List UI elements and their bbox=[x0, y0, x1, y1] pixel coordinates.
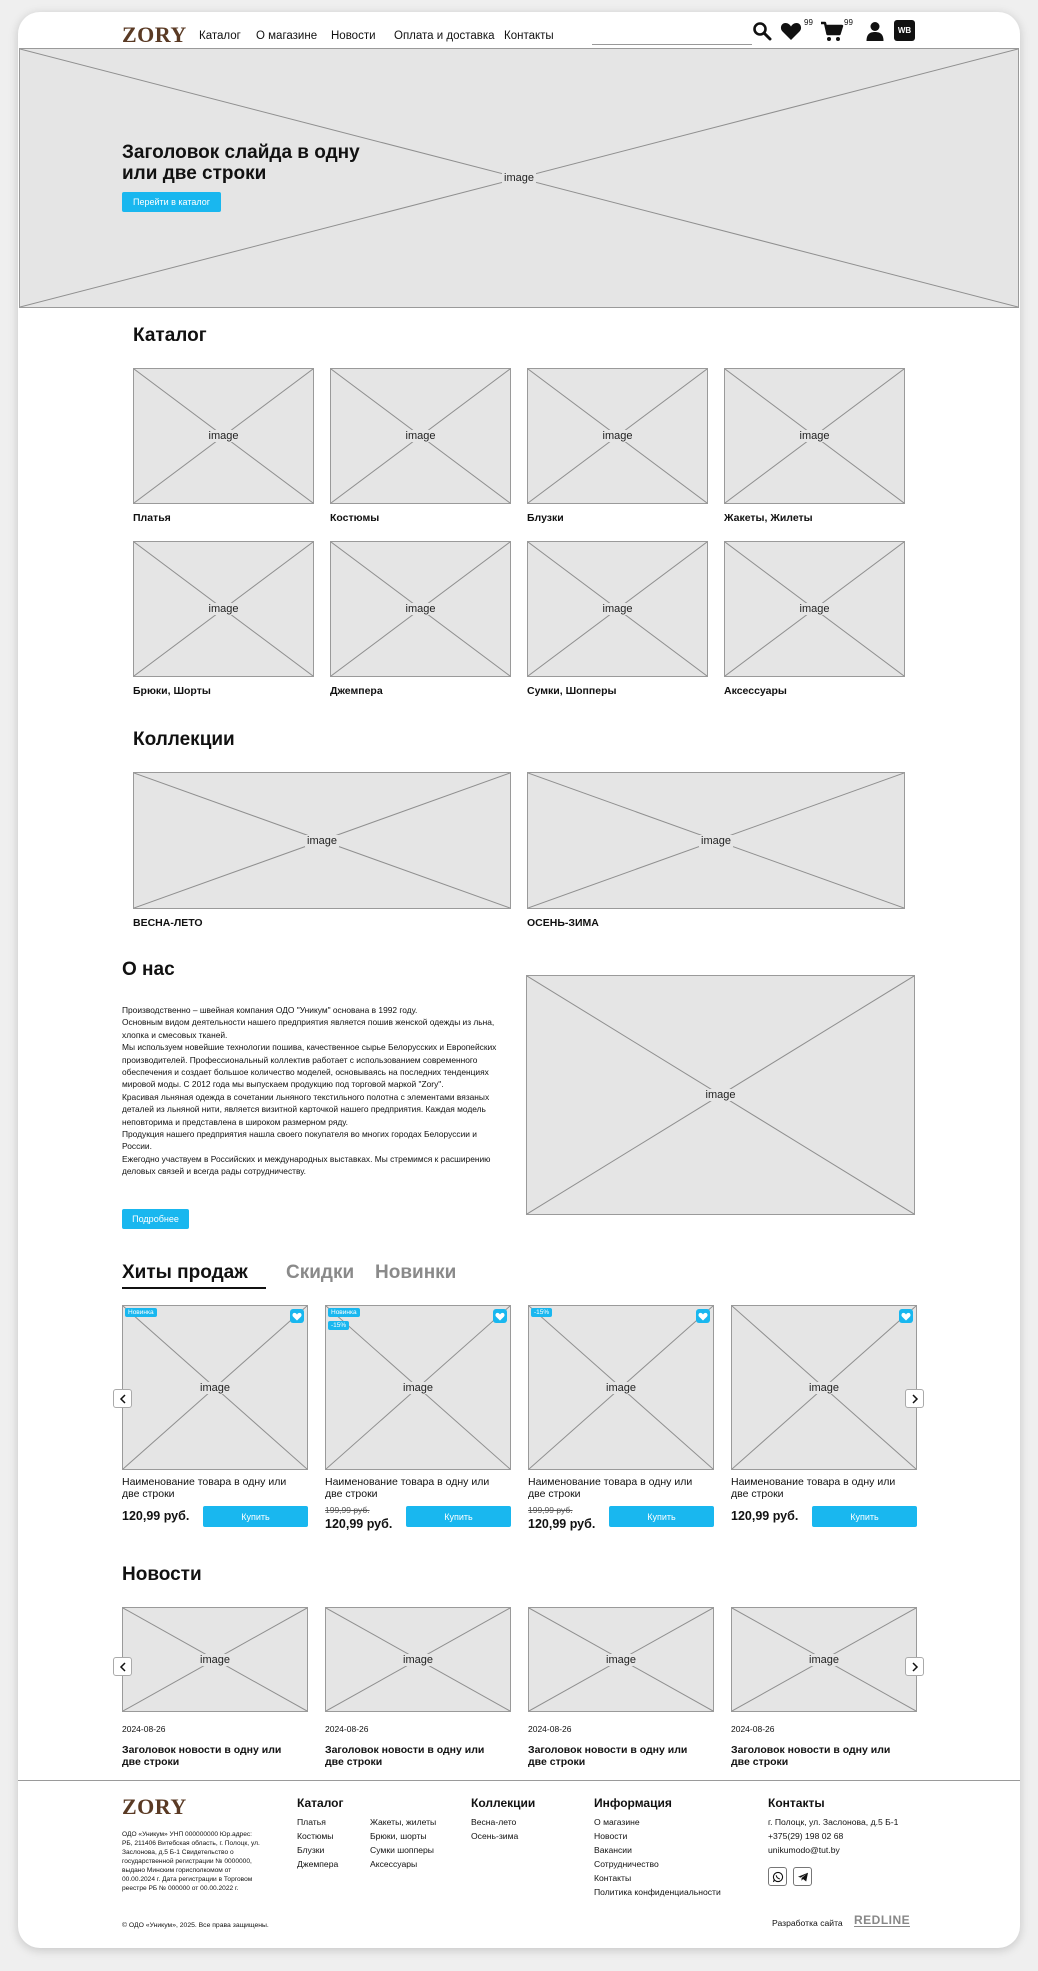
products-prev-button[interactable] bbox=[113, 1389, 132, 1408]
news-image bbox=[122, 1607, 308, 1712]
collection-label[interactable]: ОСЕНЬ-ЗИМА bbox=[527, 917, 599, 929]
catalog-category-label[interactable]: Джемпера bbox=[330, 685, 383, 697]
footer-legal-info: ОДО «Уникум» УНП 000000000 Юр.адрес: РБ, 211406 Витебская область, г. Полоцк, ул. Заслонова, д.5 Б-1 Свидетельство о государственной регистрации № 0000000, выдано Минским горисполкомом от 00.00.2024 г. Дата регистрации в Торговом реестре РБ № 000000 от 00.00.2022 г. bbox=[122, 1831, 260, 1892]
footer-catalog-link[interactable]: Платья bbox=[297, 1817, 326, 1827]
catalog-category-label[interactable]: Костюмы bbox=[330, 512, 380, 524]
collection-image bbox=[527, 772, 905, 909]
product-favorite-button[interactable] bbox=[290, 1309, 304, 1323]
footer-info-title: Информация bbox=[594, 1796, 672, 1810]
product-name[interactable]: Наименование товара в одну или две строки bbox=[731, 1476, 896, 1500]
product-image bbox=[122, 1305, 308, 1470]
image-label: image bbox=[208, 603, 239, 615]
wildberries-button[interactable]: WB bbox=[894, 20, 915, 41]
buy-button[interactable]: Купить bbox=[812, 1506, 917, 1527]
about-paragraph: Мы используем новейшие технологии пошива, качественное сырье Белорусских и Европейских производителей. Профессиональный коллектив работает с использованием современного обеспечения и создает большое количество моделей, основываясь на последних тенденциях мировой моды. С 2012 года мы выпускаем продукцию под торговой маркой "Zory". bbox=[122, 1042, 497, 1090]
footer-catalog-link[interactable]: Аксессуары bbox=[370, 1859, 418, 1869]
product-price: 120,99 руб. bbox=[731, 1509, 799, 1523]
hero-image-label: image bbox=[504, 172, 534, 184]
whatsapp-button[interactable] bbox=[768, 1867, 787, 1886]
nav-news[interactable]: Новости bbox=[331, 30, 376, 42]
product-price: 120,99 руб. bbox=[325, 1517, 393, 1531]
chevron-right-icon bbox=[911, 1662, 919, 1672]
product-tag: -15% bbox=[328, 1321, 349, 1330]
footer-contacts-title: Контакты bbox=[768, 1796, 825, 1810]
product-name[interactable]: Наименование товара в одну или две строки bbox=[122, 1476, 287, 1500]
image-label: image bbox=[602, 430, 633, 442]
image-label: image bbox=[602, 603, 633, 615]
catalog-category-label[interactable]: Сумки, Шопперы bbox=[527, 685, 617, 697]
footer-collection-link[interactable]: Весна-лето bbox=[471, 1817, 517, 1827]
hero-title: Заголовок слайда в одну или две строки bbox=[122, 142, 360, 184]
catalog-category-label[interactable]: Жакеты, Жилеты bbox=[724, 512, 813, 524]
nav-payment-delivery[interactable]: Оплата и доставка bbox=[394, 30, 495, 42]
image-label: image bbox=[799, 430, 830, 442]
search-input[interactable] bbox=[592, 44, 752, 45]
news-image bbox=[325, 1607, 511, 1712]
footer-info-link[interactable]: Контакты bbox=[594, 1873, 632, 1883]
nav-about[interactable]: О магазине bbox=[256, 30, 318, 42]
product-favorite-button[interactable] bbox=[899, 1309, 913, 1323]
about-paragraph: Основным видом деятельности нашего предприятия является пошив женской одежды из льна, хлопка и смесовых тканей. bbox=[122, 1017, 495, 1040]
product-tag: Новинка bbox=[125, 1308, 157, 1317]
cart-icon[interactable] bbox=[820, 21, 844, 42]
footer-divider bbox=[18, 1780, 1020, 1781]
footer-catalog-title: Каталог bbox=[297, 1796, 344, 1810]
chevron-right-icon bbox=[911, 1394, 919, 1404]
news-date: 2024-08-26 bbox=[731, 1724, 775, 1734]
chevron-left-icon bbox=[119, 1662, 127, 1672]
heart-icon[interactable] bbox=[780, 21, 802, 41]
news-item-title[interactable]: Заголовок новости в одну или две строки bbox=[731, 1744, 891, 1768]
catalog-title: Каталог bbox=[133, 325, 207, 346]
whatsapp-icon bbox=[772, 1871, 784, 1883]
search-icon[interactable] bbox=[752, 21, 772, 41]
footer-catalog-link[interactable]: Блузки bbox=[297, 1845, 325, 1855]
catalog-category-image bbox=[724, 541, 905, 677]
image-label: image bbox=[405, 603, 436, 615]
about-paragraph: Ежегодно участвуем в Российских и международных выставках. Мы стремимся к расширению деловых связей и всегда рады сотрудничеству. bbox=[122, 1153, 491, 1177]
image-label: image bbox=[307, 834, 337, 847]
buy-button[interactable]: Купить bbox=[406, 1506, 511, 1527]
footer-dev-label: Разработка сайта bbox=[772, 1918, 843, 1928]
telegram-icon bbox=[797, 1871, 809, 1883]
image-label: image bbox=[200, 1653, 230, 1666]
catalog-category-label[interactable]: Платья bbox=[133, 512, 171, 524]
image-label: image bbox=[200, 1381, 230, 1394]
footer-catalog-link[interactable]: Джемпера bbox=[297, 1859, 339, 1869]
footer-info-link[interactable]: О магазине bbox=[594, 1817, 640, 1827]
news-item-title[interactable]: Заголовок новости в одну или две строки bbox=[122, 1744, 282, 1768]
product-tag: -15% bbox=[531, 1308, 552, 1317]
catalog-category-image bbox=[724, 368, 905, 504]
news-prev-button[interactable] bbox=[113, 1657, 132, 1676]
image-label: image bbox=[701, 834, 731, 847]
footer-contact-item: unikumodo@tut.by bbox=[768, 1845, 840, 1855]
product-old-price: 199,99 руб. bbox=[325, 1505, 370, 1515]
product-tag: Новинка bbox=[328, 1308, 360, 1317]
product-image bbox=[528, 1305, 714, 1470]
footer-collections-title: Коллекции bbox=[471, 1796, 536, 1810]
product-favorite-button[interactable] bbox=[696, 1309, 710, 1323]
footer-catalog-link[interactable]: Жакеты, жилеты bbox=[370, 1817, 437, 1827]
image-label: image bbox=[799, 603, 830, 615]
footer-contact-item: г. Полоцк, ул. Заслонова, д.5 Б-1 bbox=[768, 1817, 899, 1827]
favorites-count: 99 bbox=[804, 18, 813, 27]
product-old-price: 199,99 руб. bbox=[528, 1505, 573, 1515]
footer-info-list bbox=[594, 1815, 721, 1899]
footer-info-link[interactable]: Новости bbox=[594, 1831, 628, 1841]
image-label: image bbox=[405, 430, 436, 442]
catalog-category-image bbox=[527, 541, 708, 677]
products-next-button[interactable] bbox=[905, 1389, 924, 1408]
user-icon[interactable] bbox=[866, 21, 884, 41]
catalog-category-image bbox=[527, 368, 708, 504]
collection-image bbox=[133, 772, 511, 909]
image-label: image bbox=[403, 1653, 433, 1666]
heart-icon bbox=[292, 1312, 302, 1321]
news-title: Новости bbox=[122, 1564, 202, 1585]
redline-logo[interactable]: REDLINE bbox=[854, 1913, 911, 1927]
buy-button[interactable]: Купить bbox=[203, 1506, 308, 1527]
catalog-category-image bbox=[133, 368, 314, 504]
footer-catalog-link[interactable]: Костюмы bbox=[297, 1831, 334, 1841]
news-date: 2024-08-26 bbox=[528, 1724, 572, 1734]
tab-discounts[interactable]: Скидки bbox=[286, 1262, 355, 1283]
catalog-category-image bbox=[330, 368, 511, 504]
about-paragraph: Производственно – швейная компания ОДО "Уникум" основана в 1992 году. bbox=[122, 1005, 418, 1015]
page bbox=[18, 12, 1020, 1948]
image-label: image bbox=[606, 1653, 636, 1666]
image-label: image bbox=[606, 1381, 636, 1394]
catalog-category-label[interactable]: Брюки, Шорты bbox=[133, 685, 211, 697]
news-item-title[interactable]: Заголовок новости в одну или две строки bbox=[325, 1744, 485, 1768]
chevron-left-icon bbox=[119, 1394, 127, 1404]
footer-copyright: © ОДО «Уникум», 2025. Все права защищены. bbox=[122, 1922, 269, 1929]
about-image bbox=[526, 975, 915, 1215]
heart-icon bbox=[901, 1312, 911, 1321]
news-date: 2024-08-26 bbox=[325, 1724, 369, 1734]
footer-contact-item: +375(29) 198 02 68 bbox=[768, 1831, 844, 1841]
footer-logo[interactable]: ZORY bbox=[122, 1794, 187, 1819]
catalog-category-label[interactable]: Аксессуары bbox=[724, 685, 787, 697]
footer-contacts-list bbox=[768, 1815, 898, 1857]
footer-catalog-list-1 bbox=[297, 1815, 338, 1871]
buy-button[interactable]: Купить bbox=[609, 1506, 714, 1527]
about-paragraph: Продукция нашего предприятия нашла своего покупателя во многих городах Белоруссии и России. bbox=[122, 1129, 477, 1152]
footer-catalog-list-2 bbox=[370, 1815, 436, 1871]
product-image bbox=[731, 1305, 917, 1470]
footer-info-link[interactable]: Политика конфиденциальности bbox=[594, 1887, 721, 1897]
footer-catalog-link[interactable]: Брюки, шорты bbox=[370, 1831, 427, 1841]
collections-title: Коллекции bbox=[133, 729, 235, 750]
footer-collections-list bbox=[471, 1815, 518, 1843]
product-price: 120,99 руб. bbox=[122, 1509, 190, 1523]
telegram-button[interactable] bbox=[793, 1867, 812, 1886]
header-logo[interactable]: ZORY bbox=[122, 22, 187, 47]
cart-count: 99 bbox=[844, 18, 853, 27]
footer-info-link[interactable]: Сотрудничество bbox=[594, 1859, 659, 1869]
product-name[interactable]: Наименование товара в одну или две строки bbox=[528, 1476, 693, 1500]
hero-catalog-button[interactable]: Перейти в каталог bbox=[122, 192, 221, 212]
about-paragraph: Красивая льняная одежда в сочетании льняного текстильного полотна с элементами вязаных деталей из льняной нити, является визитной карточкой нашего предприятия. Каждая модель неповторима и представлена в широком размерном ряду. bbox=[122, 1091, 490, 1127]
news-next-button[interactable] bbox=[905, 1657, 924, 1676]
news-image bbox=[528, 1607, 714, 1712]
tab-bestsellers[interactable]: Хиты продаж bbox=[122, 1262, 248, 1283]
about-image-label: image bbox=[705, 1089, 736, 1101]
image-label: image bbox=[809, 1653, 839, 1666]
image-label: image bbox=[208, 430, 239, 442]
heart-icon bbox=[698, 1312, 708, 1321]
news-date: 2024-08-26 bbox=[122, 1724, 166, 1734]
catalog-category-image bbox=[330, 541, 511, 677]
image-label: image bbox=[403, 1381, 433, 1394]
tab-new[interactable]: Новинки bbox=[375, 1262, 457, 1283]
nav-catalog[interactable]: Каталог bbox=[199, 30, 241, 42]
news-image bbox=[731, 1607, 917, 1712]
product-image bbox=[325, 1305, 511, 1470]
product-name[interactable]: Наименование товара в одну или две строки bbox=[325, 1476, 490, 1500]
product-price: 120,99 руб. bbox=[528, 1517, 596, 1531]
tab-active-underline bbox=[122, 1287, 266, 1289]
news-item-title[interactable]: Заголовок новости в одну или две строки bbox=[528, 1744, 688, 1768]
about-title: О нас bbox=[122, 959, 175, 980]
footer-catalog-link[interactable]: Сумки шопперы bbox=[370, 1845, 434, 1855]
catalog-category-image bbox=[133, 541, 314, 677]
nav-contacts[interactable]: Контакты bbox=[504, 30, 554, 42]
about-more-button[interactable]: Подробнее bbox=[122, 1209, 189, 1229]
about-text bbox=[122, 1004, 502, 1178]
image-label: image bbox=[809, 1381, 839, 1394]
collection-label[interactable]: ВЕСНА-ЛЕТО bbox=[133, 917, 203, 929]
footer-collection-link[interactable]: Осень-зима bbox=[471, 1831, 519, 1841]
product-favorite-button[interactable] bbox=[493, 1309, 507, 1323]
catalog-category-label[interactable]: Блузки bbox=[527, 512, 564, 524]
heart-icon bbox=[495, 1312, 505, 1321]
footer-info-link[interactable]: Вакансии bbox=[594, 1845, 632, 1855]
